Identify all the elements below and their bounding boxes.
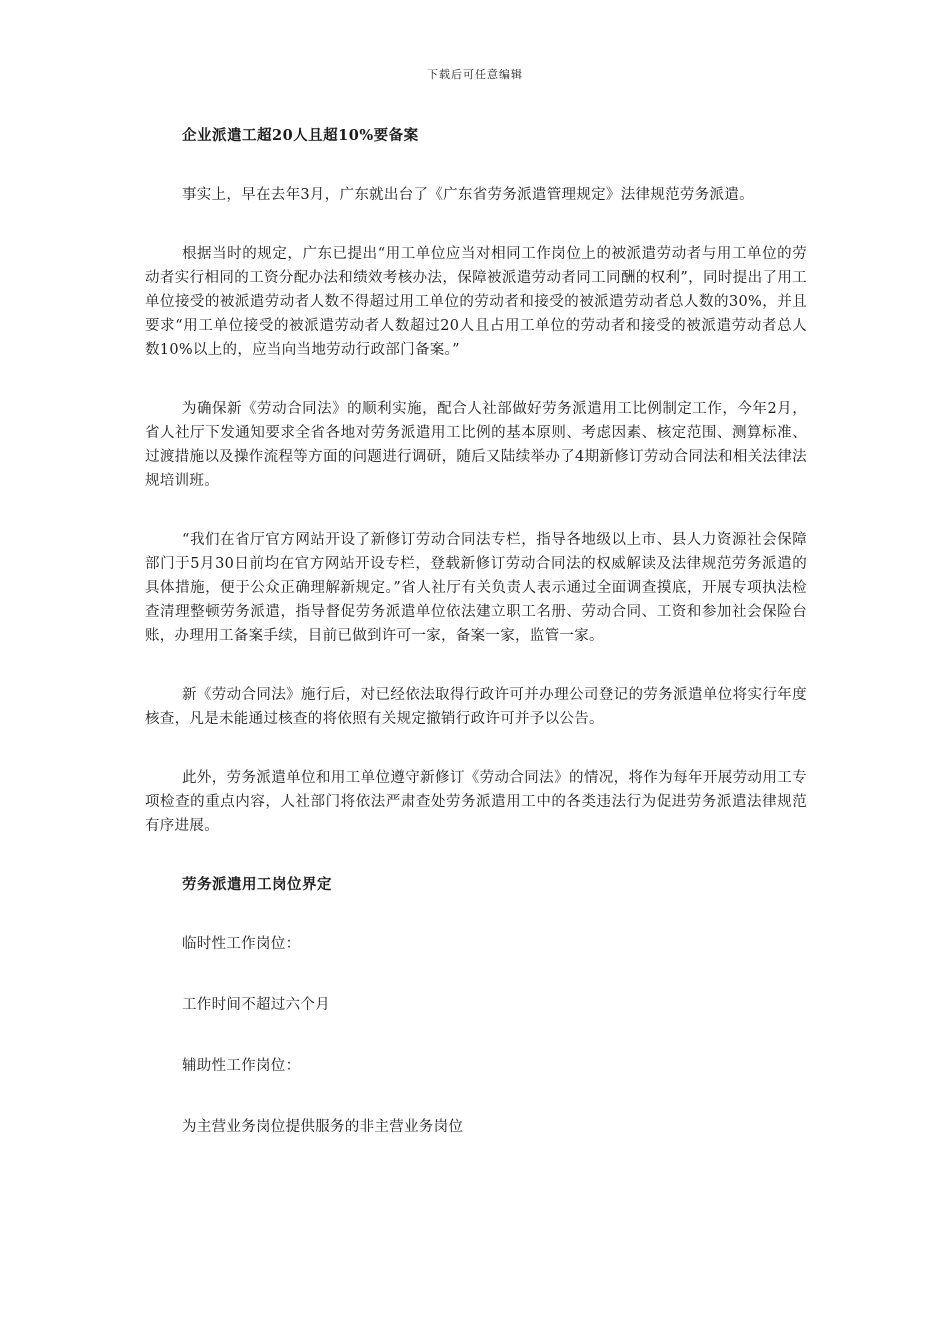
section-heading-registration: 企业派遣工超20人且超10%要备案 (182, 127, 419, 144)
paragraph-guangdong-regulation: 事实上，早在去年3月，广东就出台了《广东省劳务派遣管理规定》法律规范劳务派遣。 (182, 187, 754, 203)
paragraph-inspection: 此外，劳务派遣单位和用工单位遵守新修订《劳动合同法》的情况，将作为每年开展劳动用工专项检查的重点内容，人社部门将依法严肃查处劳务派遣用工中的各类违法行为促进劳务派遣法律规范有序进展。 (145, 770, 807, 834)
list-item: 辅助性工作岗位： (182, 1058, 301, 1074)
section-heading-positions: 劳务派遣用工岗位界定 (182, 876, 332, 893)
paragraph-annual-review: 新《劳动合同法》施行后，对已经依法取得行政许可并办理公司登记的劳务派遣单位将实行年度核查，凡是未能通过核查的将依照有关规定撤销行政许可并予以公告。 (145, 687, 807, 727)
paragraph-official-statement: “我们在省厅官方网站开设了新修订劳动合同法专栏，指导各地级以上市、县人力资源社会保障部门于5月30日前均在官方网站开设专栏，登载新修订劳动合同法的权威解读及法律规范劳务派遣的具体措施，便于公众正确理解新规定。”省人社厅有关负责人表示通过全面调查摸底，开展专项执法检查清理整顿劳务派遣，指导督促劳务派遣单位依法建立职工名册、劳动合同、工资和参加社会保险台账，办理用工备案手续，目前已做到许可一家，备案一家，监管一家。 (145, 532, 807, 644)
paragraph-previous-rules: 根据当时的规定，广东已提出“用工单位应当对相同工作岗位上的被派遣劳动者与用工单位的劳动者实行相同的工资分配办法和绩效考核办法，保障被派遣劳动者同工同酬的权利”，同时提出了用工单位接受的被派遣劳动者人数不得超过用工单位的劳动者和接受的被派遣劳动者总人数的30%，并且要求“用工单位接受的被派遣劳动者人数超过20人且占用工单位的劳动者和接受的被派遣劳动者总人数10%以上的，应当向当地劳动行政部门备案。” (145, 246, 807, 358)
list-item: 临时性工作岗位： (182, 936, 301, 952)
header-note: 下载后可任意编辑 (427, 68, 523, 81)
list-item: 工作时间不超过六个月 (182, 997, 330, 1013)
paragraph-implementation: 为确保新《劳动合同法》的顺利实施，配合人社部做好劳务派遣用工比例制定工作，今年2月，省人社厅下发通知要求全省各地对劳务派遣用工比例的基本原则、考虑因素、核定范围、测算标准、过渡措施以及操作流程等方面的问题进行调研，随后又陆续举办了4期新修订劳动合同法和相关法律法规培训班。 (145, 401, 807, 489)
list-item: 为主营业务岗位提供服务的非主营业务岗位 (182, 1119, 464, 1135)
document-body (145, 124, 807, 1176)
